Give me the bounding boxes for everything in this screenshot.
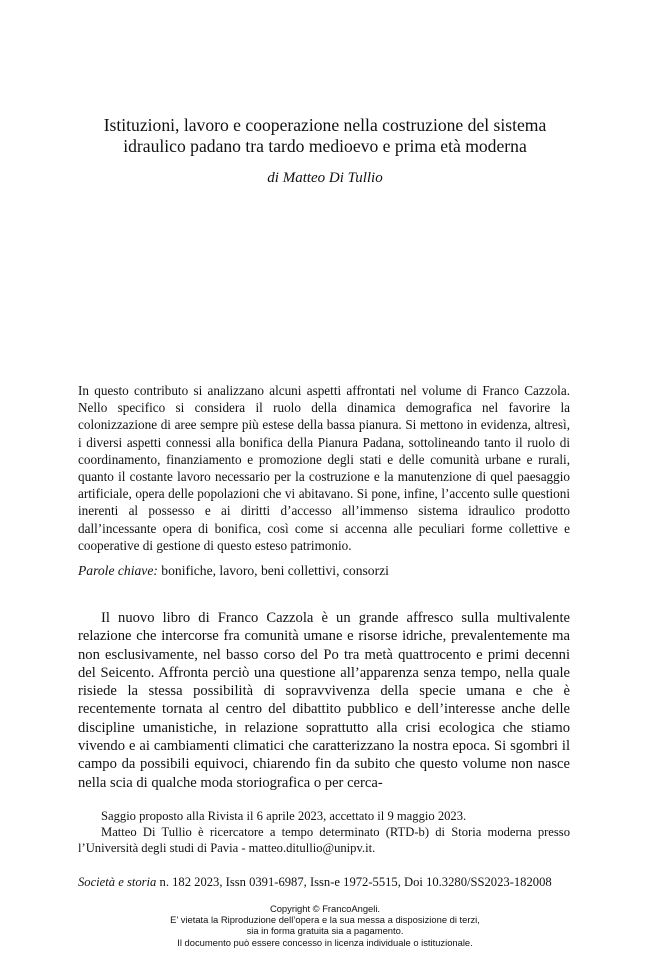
keywords-label: Parole chiave: <box>78 563 158 578</box>
copyright-notice <box>88 903 562 948</box>
copyright-line-4: Il documento può essere concesso in licenza individuale o istituzionale. <box>177 936 473 948</box>
footnote-affiliation: Matteo Di Tullio è ricercatore a tempo determinato (RTD-b) di Storia moderna presso l’Università degli studi di Pavia - matteo.ditullio@unipv.it. <box>78 825 570 855</box>
article-title-line-1: Istituzioni, lavoro e cooperazione nella costruzione del sistema <box>103 115 547 135</box>
copyright-line-2: E’ vietata la Riproduzione dell’opera e la sua messa a disposizione di terzi, <box>170 914 480 926</box>
journal-citation <box>78 875 570 890</box>
keywords <box>78 563 570 579</box>
abstract: In questo contributo si analizzano alcuni aspetti affrontati nel volume di Franco Cazzola. Nello specifico si considera il ruolo della dinamica demografica nel favorire la colonizzazione di aree sempre più estese della bassa pianura. Si mettono in evidenza, altresì, i diversi aspetti connessi alla bonifica della Pianura Padana, sottolineando tanto il ruolo di coordinamento, finanziamento e promozione degli stati e delle comunità urbane e rurali, quanto il costante lavoro necessario per la costruzione e la manutenzione di quel paesaggio artificiale, opera delle popolazioni che vi abitavano. Si pone, infine, l’accento sulle questioni inerenti al possesso e ai diritti d’accesso all’immenso sistema idraulico prodotto dall’incessante opera di bonifica, così come si accenna alle peculiari forme collettive e cooperative di gestione di questo esteso patrimonio. <box>78 383 570 553</box>
body-paragraph: Il nuovo libro di Franco Cazzola è un grande affresco sulla multivalente relazione che intercorse fra comunità umane e risorse idriche, prevalentemente ma non esclusivamente, nel basso corso del Po tra metà quattrocento e primi decenni del Seicento. Affronta perciò una questione all’apparenza senza tempo, nella quale risiede la stessa possibilità di sopravvivenza della specie umana e che è recentemente tornata al centro del dibattito pubblico e dell’interesse anche delle discipline umanistiche, in relazione soprattutto alla crisi ecologica che stiamo vivendo e ai cambiamenti climatici che caratterizzano la nostra epoca. Si sgombri il campo da possibili equivoci, chiarendo fin da subito che questo volume non nasce nella scia di qualche moda storiografica o per cerca- <box>78 610 570 791</box>
keywords-list: bonifiche, lavoro, beni collettivi, consorzi <box>161 563 389 578</box>
copyright-line-1: Copyright © FrancoAngeli. <box>269 903 381 914</box>
footnote-submission: Saggio proposto alla Rivista il 6 aprile 2023, accettato il 9 maggio 2023. <box>101 809 467 823</box>
article-author: di Matteo Di Tullio <box>267 170 383 186</box>
journal-name: Società e storia <box>78 875 157 889</box>
article-title <box>88 115 562 157</box>
copyright-line-3: sia in forma gratuita sia a pagamento. <box>246 925 404 937</box>
footnote <box>78 808 570 856</box>
article-title-line-2: idraulico padano tra tardo medioevo e prima età moderna <box>123 136 527 156</box>
citation-details: n. 182 2023, Issn 0391-6987, Issn-e 1972-5515, Doi 10.3280/SS2023-182008 <box>159 875 552 889</box>
